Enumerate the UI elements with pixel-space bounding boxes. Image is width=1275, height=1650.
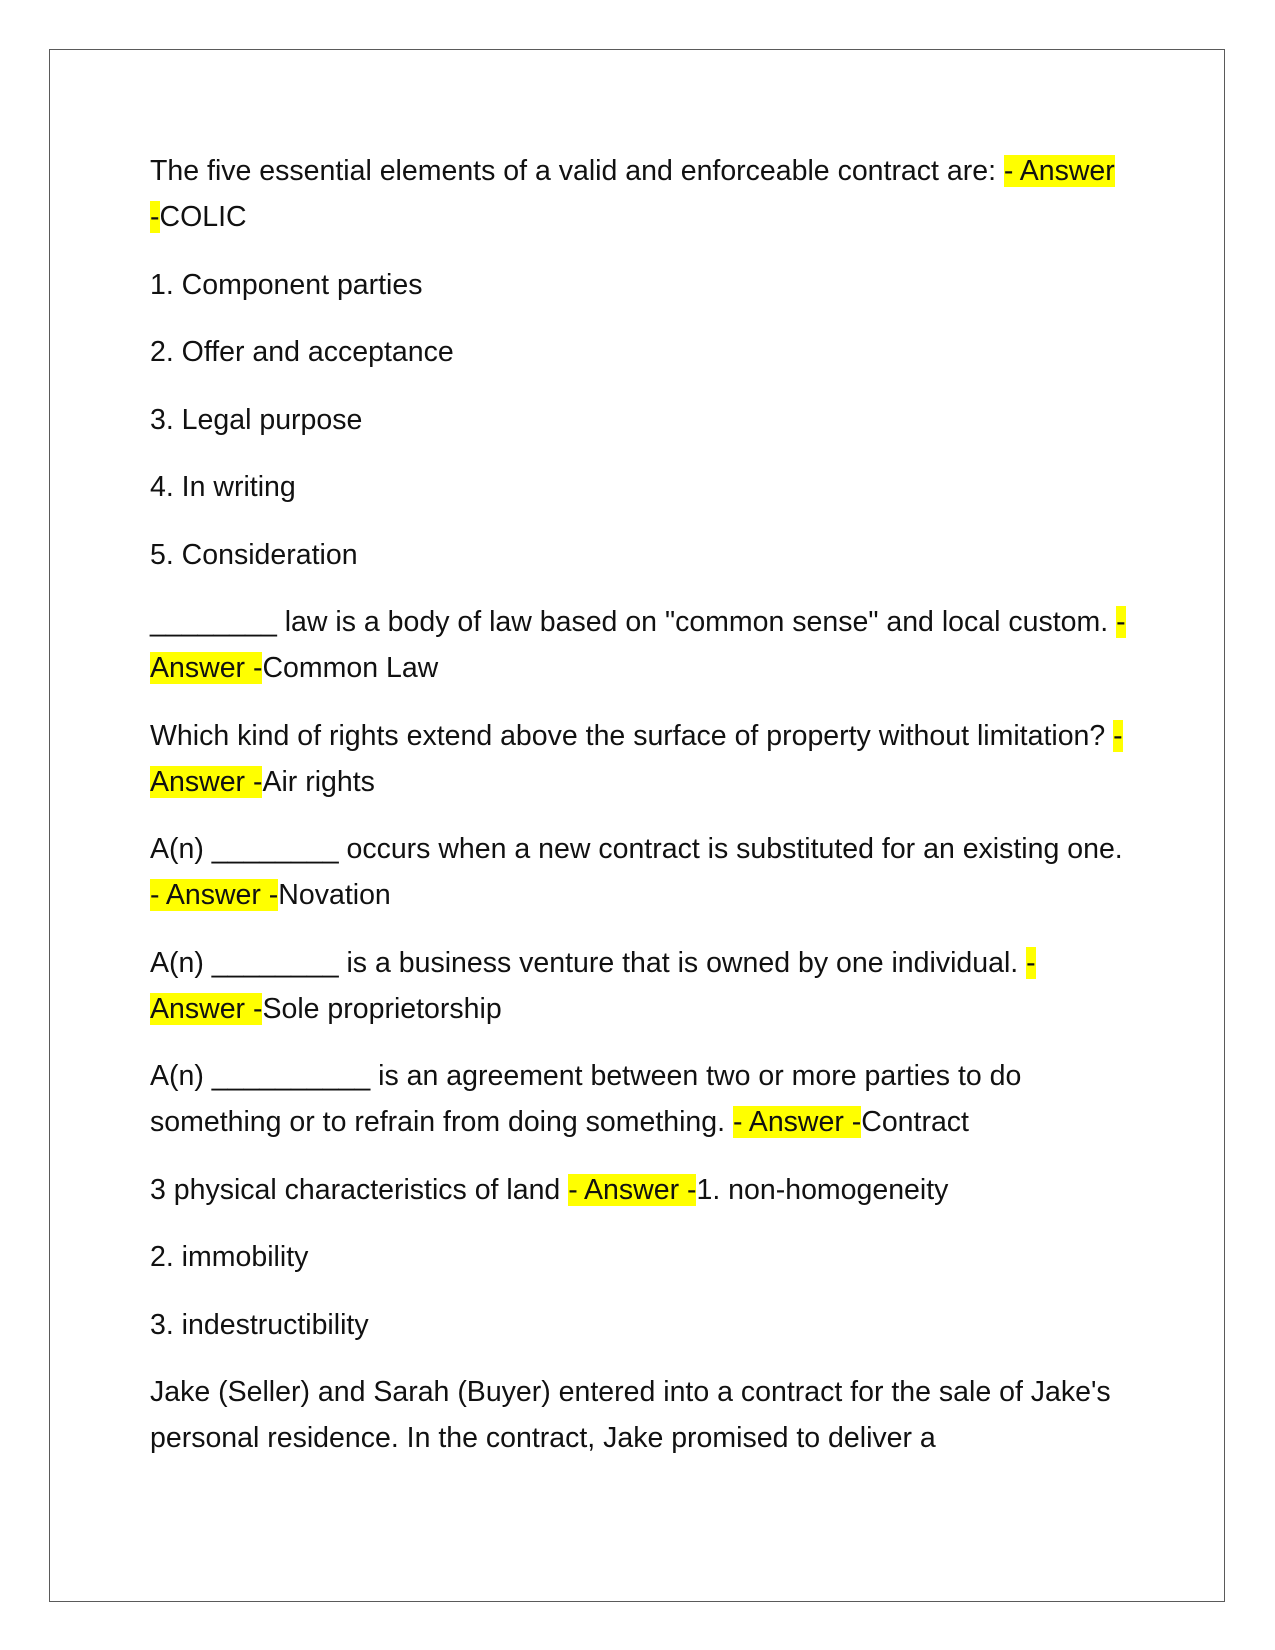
answer-marker: - Answer - (150, 946, 1036, 1025)
list-item-text: 1. Component parties (150, 268, 423, 301)
list-item (150, 464, 1130, 510)
paragraph-air-rights (150, 713, 1130, 805)
paragraph-land-characteristics (150, 1167, 1130, 1213)
list-item-text: 4. In writing (150, 471, 296, 503)
question-text: A(n) __________ is an agreement between two or more parties to do something or to refrain from doing something. (150, 1060, 1022, 1138)
paragraph-contract (150, 1053, 1130, 1145)
paragraph-novation (150, 826, 1130, 918)
answer-marker: - Answer - (568, 1173, 697, 1206)
paragraph-essential-elements (150, 148, 1130, 240)
list-item-text: 2. Offer and acceptance (150, 336, 454, 368)
list-item (150, 262, 1130, 308)
paragraph-jake-sarah (150, 1369, 1130, 1461)
answer-text: Air rights (262, 765, 375, 798)
list-item-text: 5. Consideration (150, 538, 358, 571)
question-text: A(n) ________ occurs when a new contract is substituted for an existing one. (150, 833, 1123, 865)
question-text: ________ law is a body of law based on "common sense" and local custom. (150, 606, 1117, 638)
answer-text: 1. non-homogeneity (696, 1173, 949, 1206)
answer-text: Contract (861, 1106, 969, 1138)
question-text: Which kind of rights extend above the surface of property without limitation? (150, 719, 1114, 752)
list-item-text: 2. immobility (150, 1241, 309, 1273)
answer-text: COLIC (159, 201, 247, 233)
list-item (150, 1302, 1130, 1348)
answer-text: Sole proprietorship (262, 992, 502, 1025)
list-item-text: 3. indestructibility (150, 1308, 369, 1341)
question-text: 3 physical characteristics of land (150, 1173, 569, 1206)
question-text: The five essential elements of a valid and enforceable contract are: (150, 155, 1004, 187)
list-item (150, 532, 1130, 578)
answer-marker: - Answer - (150, 155, 1115, 233)
question-text: A(n) ________ is a business venture that is owned by one individual. (150, 946, 1027, 979)
answer-marker: - Answer - (150, 719, 1123, 798)
paragraph-common-law (150, 599, 1130, 691)
answer-text: Common Law (262, 652, 439, 684)
answer-marker: - Answer - (150, 606, 1126, 684)
paragraph-sole-proprietorship (150, 940, 1130, 1032)
list-item (150, 1234, 1130, 1280)
list-item (150, 329, 1130, 375)
answer-text: Novation (278, 879, 391, 911)
answer-marker: - Answer - (732, 1106, 862, 1138)
question-text: Jake (Seller) and Sarah (Buyer) entered into a contract for the sale of Jake's personal residence. In the contract, Jake promised to deliver a (150, 1376, 1111, 1454)
list-item-text: 3. Legal purpose (150, 403, 363, 436)
answer-marker: - Answer - (150, 879, 279, 911)
list-item (150, 397, 1130, 443)
document-body (150, 148, 1130, 1483)
